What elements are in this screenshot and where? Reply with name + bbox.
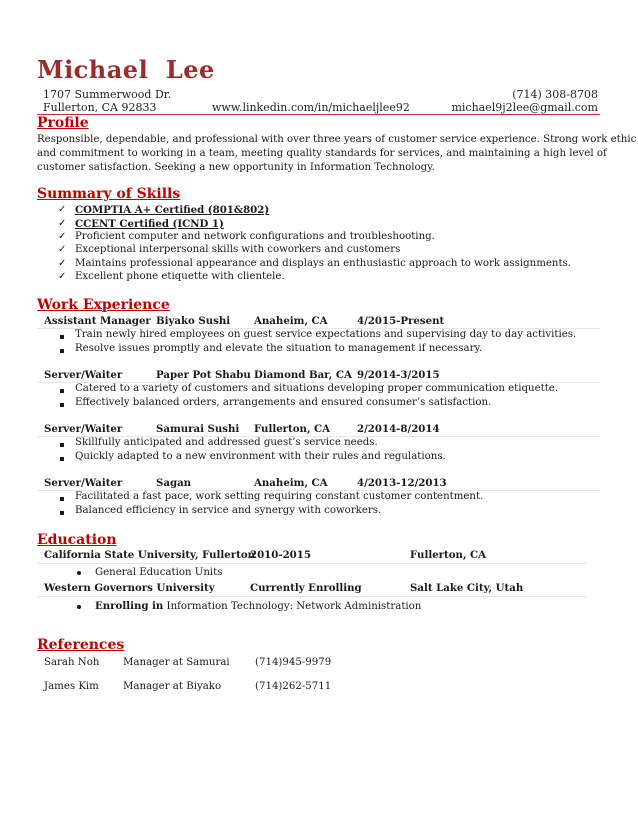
school-dates: 2010-2015 bbox=[250, 549, 311, 561]
profile-heading: Profile bbox=[37, 115, 89, 131]
checkmark-icon: ✓ bbox=[58, 218, 67, 229]
skill-item: Proficient computer and network configurations and troubleshooting. bbox=[75, 231, 435, 242]
job-dates: 9/2014-3/2015 bbox=[357, 369, 440, 381]
job-location: Fullerton, CA bbox=[254, 423, 331, 435]
reference-name: James Kim bbox=[44, 681, 99, 692]
job-dates: 4/2015-Present bbox=[357, 315, 445, 327]
job-employer: Sagan bbox=[156, 477, 192, 489]
profile-line: Responsible, dependable, and professional with over three years of customer service experience. Strong work ethic bbox=[37, 134, 637, 145]
linkedin-link[interactable]: www.linkedin.com/in/michaeljlee92 bbox=[212, 101, 410, 114]
skills-heading: Summary of Skills bbox=[37, 186, 181, 202]
job-title: Server/Waiter bbox=[44, 369, 123, 381]
bullet-icon bbox=[60, 335, 64, 339]
job-bullet: Resolve issues promptly and elevate the situation to management if necessary. bbox=[75, 343, 483, 354]
education-heading: Education bbox=[37, 532, 117, 548]
school-detail: General Education Units bbox=[95, 567, 223, 578]
job-location: Anaheim, CA bbox=[254, 315, 328, 327]
job-bullet: Skillfully anticipated and addressed guest’s service needs. bbox=[75, 437, 378, 448]
candidate-name: Michael Lee bbox=[37, 55, 215, 84]
checkmark-icon: ✓ bbox=[58, 244, 67, 255]
job-bullet: Balanced efficiency in service and synergy with coworkers. bbox=[75, 505, 382, 516]
skill-item: Exceptional interpersonal skills with coworkers and customers bbox=[75, 244, 401, 255]
school-dates: Currently Enrolling bbox=[250, 582, 362, 594]
job-employer: Paper Pot Shabu bbox=[156, 369, 251, 381]
bullet-icon bbox=[60, 389, 64, 393]
school-detail: Enrolling in Information Technology: Network Administration bbox=[95, 600, 422, 612]
school-divider bbox=[37, 596, 587, 597]
job-location: Diamond Bar, CA bbox=[254, 369, 352, 381]
job-bullet: Facilitated a fast pace, work setting requiring constant customer contentment. bbox=[75, 491, 484, 502]
profile-line: and commitment to working in a team, meeting quality standards for services, and maintaining a high level of bbox=[37, 148, 607, 159]
school-name: Western Governors University bbox=[44, 582, 215, 594]
email-link[interactable]: michael9j2lee@gmail.com bbox=[451, 101, 598, 114]
header-divider bbox=[37, 114, 600, 115]
job-title: Server/Waiter bbox=[44, 423, 123, 435]
job-title: Assistant Manager bbox=[44, 315, 151, 327]
bullet-icon bbox=[77, 605, 81, 609]
job-bullet: Effectively balanced orders, arrangements and ensured consumer’s satisfaction. bbox=[75, 397, 492, 408]
skill-item: Excellent phone etiquette with clientele. bbox=[75, 271, 285, 282]
school-location: Salt Lake City, Utah bbox=[410, 582, 524, 594]
references-heading: References bbox=[37, 637, 125, 653]
job-bullet: Train newly hired employees on guest service expectations and supervising day to day activities. bbox=[75, 329, 577, 340]
reference-phone: (714)945-9979 bbox=[255, 657, 332, 668]
school-location: Fullerton, CA bbox=[410, 549, 487, 561]
work-heading: Work Experience bbox=[37, 297, 170, 313]
job-dates: 4/2013-12/2013 bbox=[357, 477, 447, 489]
skill-item: Maintains professional appearance and displays an enthusiastic approach to work assignments. bbox=[75, 258, 571, 269]
job-bullet: Quickly adapted to a new environment with their rules and regulations. bbox=[75, 451, 446, 462]
skill-item: COMPTIA A+ Certified (801&802) bbox=[75, 204, 270, 216]
checkmark-icon: ✓ bbox=[58, 271, 67, 282]
reference-role: Manager at Biyako bbox=[123, 681, 222, 692]
job-location: Anaheim, CA bbox=[254, 477, 328, 489]
bullet-icon bbox=[77, 571, 81, 575]
job-employer: Samurai Sushi bbox=[156, 423, 240, 435]
school-name: California State University, Fullerton bbox=[44, 549, 256, 561]
bullet-icon bbox=[60, 457, 64, 461]
bullet-icon bbox=[60, 403, 64, 407]
job-employer: Biyako Sushi bbox=[156, 315, 231, 327]
bullet-icon bbox=[60, 349, 64, 353]
checkmark-icon: ✓ bbox=[58, 258, 67, 269]
reference-phone: (714)262-5711 bbox=[255, 681, 332, 692]
job-title: Server/Waiter bbox=[44, 477, 123, 489]
reference-role: Manager at Samurai bbox=[123, 657, 230, 668]
bullet-icon bbox=[60, 443, 64, 447]
skill-item: CCENT Certified (ICND 1) bbox=[75, 218, 224, 230]
reference-name: Sarah Noh bbox=[44, 657, 100, 668]
checkmark-icon: ✓ bbox=[58, 231, 67, 242]
address-line-1: 1707 Summerwood Dr. bbox=[43, 88, 172, 101]
address-line-2: Fullerton, CA 92833 bbox=[43, 101, 157, 114]
checkmark-icon: ✓ bbox=[58, 204, 67, 215]
profile-line: customer satisfaction. Seeking a new opportunity in Information Technology. bbox=[37, 162, 435, 173]
bullet-icon bbox=[60, 497, 64, 501]
job-bullet: Catered to a variety of customers and situations developing proper communication etiquette. bbox=[75, 383, 559, 394]
bullet-icon bbox=[60, 511, 64, 515]
job-dates: 2/2014-8/2014 bbox=[357, 423, 440, 435]
school-divider bbox=[37, 563, 587, 564]
phone-number: (714) 308-8708 bbox=[512, 88, 598, 101]
